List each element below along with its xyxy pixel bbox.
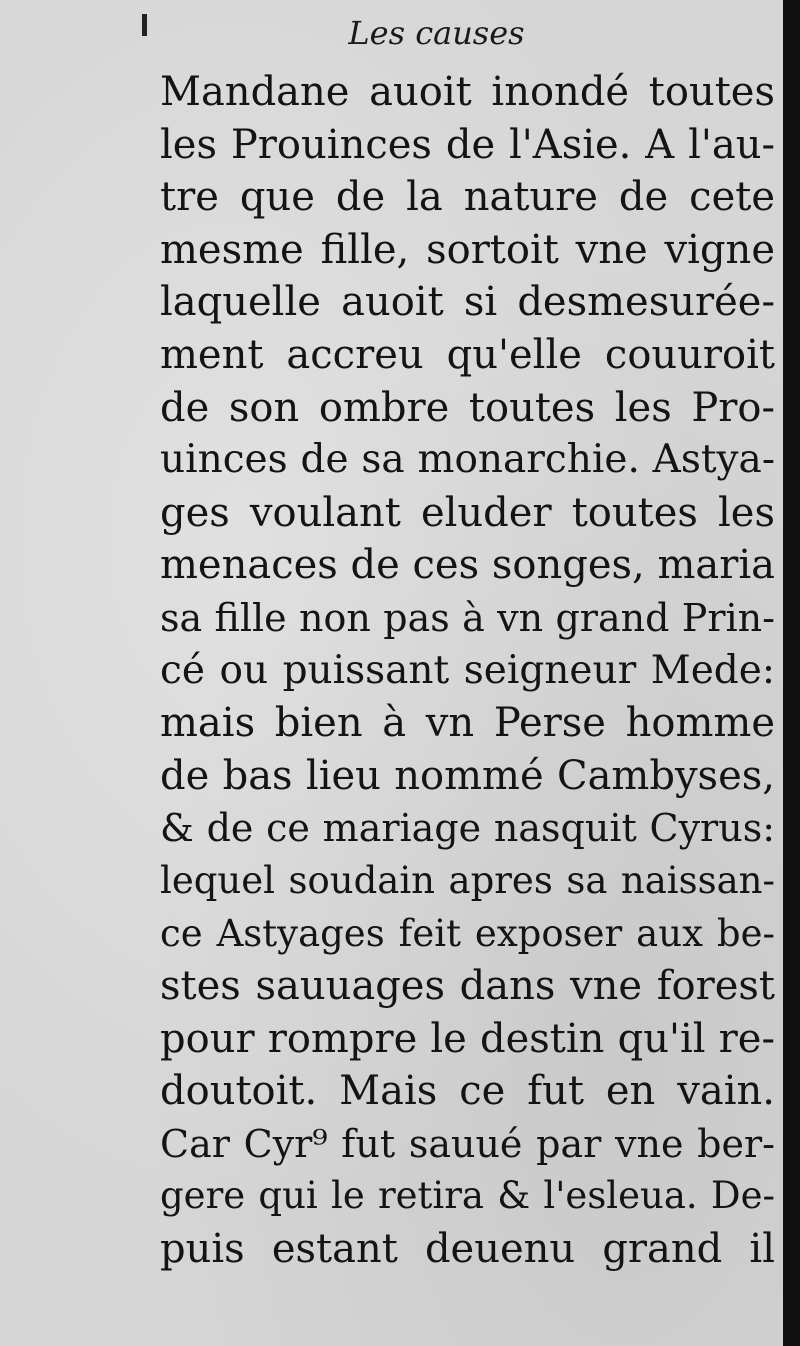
text-line: menaces de ces songes, maria [160, 542, 775, 589]
text-line: puis estant deuenu grand il [160, 1226, 775, 1273]
text-line: sa fille non pas à vn grand Prin- [160, 595, 775, 640]
text-line: pour rompre le destin qu'il re- [160, 1015, 775, 1062]
text-line: Car Cyr⁹ fut sauué par vne ber- [160, 1121, 775, 1166]
text-line: tre que de la nature de cete [160, 174, 775, 221]
text-line: lequel soudain apres sa naissan- [160, 858, 775, 902]
text-line: & de ce mariage nasquit Cyrus: [160, 806, 775, 851]
text-line: Mandane auoit inondé toutes [160, 69, 775, 115]
text-line: uinces de sa monarchie. Astya- [160, 437, 775, 483]
text-line: de son ombre toutes les Pro- [160, 384, 775, 431]
text-line: laquelle auoit si desmesurée- [160, 279, 775, 326]
text-line: ce Astyages feit exposer aux be- [160, 911, 775, 955]
text-line: mais bien à vn Perse homme [160, 700, 775, 747]
text-line: de bas lieu nommé Cambyses, [160, 752, 775, 799]
text-line: les Prouinces de l'Asie. A l'au- [160, 121, 775, 168]
running-header: Les causes [348, 14, 525, 52]
page-edge-shadow [783, 0, 800, 1346]
page-body-text [160, 66, 775, 1276]
text-line: ges voulant eluder toutes les [160, 489, 775, 536]
text-line: gere qui le retira & l'esleua. De- [160, 1174, 775, 1218]
text-line: cé ou puissant seigneur Mede: [160, 647, 775, 693]
text-line: mesme fille, sortoit vne vigne [160, 226, 775, 273]
text-line: doutoit. Mais ce fut en vain. [160, 1068, 775, 1115]
text-line: stes sauuages dans vne forest [160, 963, 775, 1010]
text-line: ment accreu qu'elle couuroit [160, 331, 775, 378]
